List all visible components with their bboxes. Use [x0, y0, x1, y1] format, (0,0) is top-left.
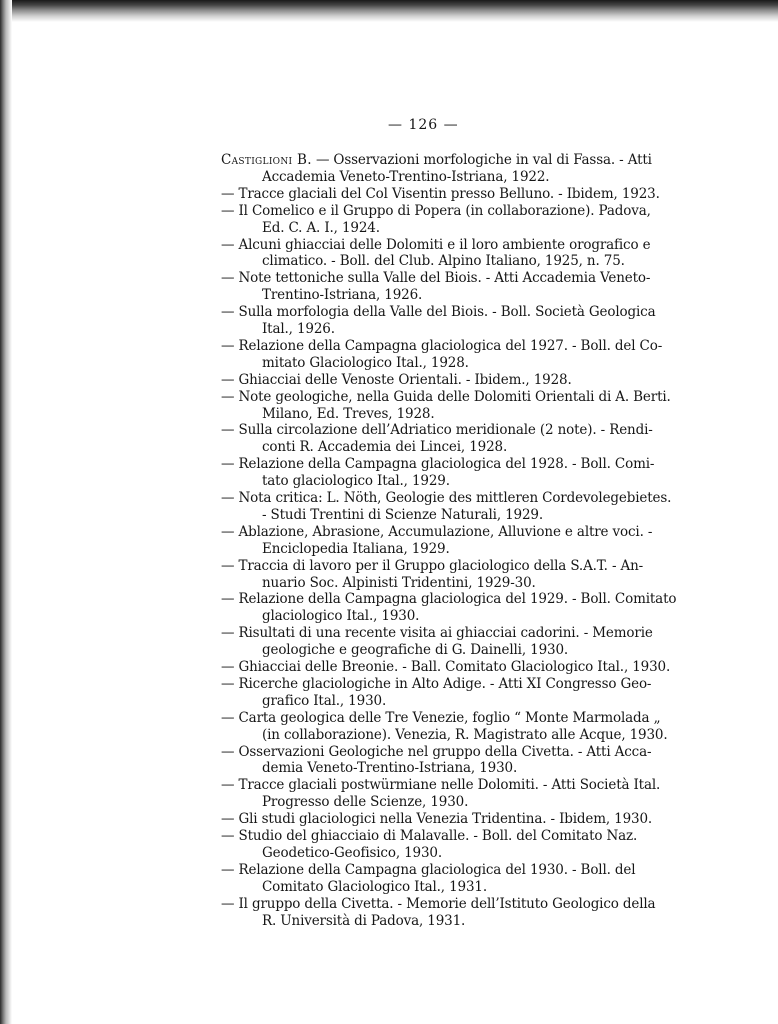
reference-entry-line: — Ghiacciai delle Breonie. - Ball. Comitato Glaciologico Ital., 1930.: [221, 659, 671, 675]
reference-continuation-line: Geodetico-Geofisico, 1930.: [262, 844, 443, 861]
reference-continuation-line: Ed. C. A. I., 1924.: [262, 219, 380, 236]
reference-entry-line: — Il gruppo della Civetta. - Memorie dell’Istituto Geologico della: [221, 895, 656, 912]
page-number: — 126 —: [388, 117, 459, 133]
reference-entry-line: — Relazione della Campagna glaciologica del 1928. - Boll. Comi-: [221, 456, 655, 473]
reference-continuation-line: Accademia Veneto-Trentino-Istriana, 1922.: [262, 168, 550, 185]
reference-entry-line: — Ghiacciai delle Venoste Orientali. - Ibidem., 1928.: [221, 371, 572, 388]
reference-continuation-line: (in collaborazione). Venezia, R. Magistrato alle Acque, 1930.: [262, 726, 668, 743]
reference-entry-line: — Ablazione, Abrasione, Accumulazione, Alluvione e altre voci. -: [221, 523, 653, 540]
reference-continuation-line: Milano, Ed. Treves, 1928.: [262, 405, 435, 422]
reference-entry-line: — Tracce glaciali postwürmiane nelle Dolomiti. - Atti Società Ital.: [221, 777, 661, 794]
reference-entry-line: — Il Comelico e il Gruppo di Popera (in collaborazione). Padova,: [221, 202, 651, 219]
reference-entry-line: — Osservazioni Geologiche nel gruppo della Civetta. - Atti Acca-: [221, 743, 652, 760]
reference-continuation-line: Enciclopedia Italiana, 1929.: [262, 540, 450, 557]
reference-continuation-line: Comitato Glaciologico Ital., 1931.: [262, 878, 487, 895]
scan-top-edge: [0, 0, 778, 22]
reference-entry-line: — Note tettoniche sulla Valle del Biois. - Atti Accademia Veneto-: [221, 270, 651, 287]
reference-entry-line: — Ricerche glaciologiche in Alto Adige. - Atti XI Congresso Geo-: [221, 675, 652, 692]
reference-continuation-line: Trentino-Istriana, 1926.: [262, 287, 423, 304]
reference-entry-line: — Studio del ghiacciaio di Malavalle. - Boll. del Comitato Naz.: [221, 828, 638, 844]
reference-continuation-line: - Studi Trentini di Scienze Naturali, 1929.: [262, 506, 544, 523]
reference-continuation-line: Progresso delle Scienze, 1930.: [262, 794, 469, 811]
reference-entry-line: — Relazione della Campagna glaciologica del 1929. - Boll. Comitato: [221, 591, 677, 608]
reference-continuation-line: grafico Ital., 1930.: [262, 692, 387, 709]
reference-text: — Osservazioni morfologiche in val di Fassa. - Atti: [311, 152, 652, 168]
reference-entry-line: — Traccia di lavoro per il Gruppo glaciologico della S.A.T. - An-: [221, 557, 644, 574]
reference-entry-line: — Nota critica: L. Nöth, Geologie des mittleren Cordevolegebietes.: [221, 490, 672, 506]
reference-entry-line: — Sulla circolazione dell’Adriatico meridionale (2 note). - Rendi-: [221, 422, 653, 439]
reference-entry-line: — Carta geologica delle Tre Venezie, foglio “ Monte Marmolada „: [221, 709, 661, 726]
reference-continuation-line: R. Università di Padova, 1931.: [262, 912, 466, 929]
reference-continuation-line: climatico. - Boll. del Club. Alpino Italiano, 1925, n. 75.: [262, 253, 625, 270]
scan-left-edge: [0, 0, 12, 1024]
reference-entry-line: — Tracce glaciali del Col Visentin presso Belluno. - Ibidem, 1923.: [221, 185, 660, 202]
reference-continuation-line: glaciologico Ital., 1930.: [262, 608, 420, 625]
reference-entry-line: — Risultati di una recente visita ai ghiacciai cadorini. - Memorie: [221, 625, 653, 642]
reference-entry-line: — Relazione della Campagna glaciologica del 1930. - Boll. del: [221, 861, 636, 878]
reference-entry-line: — Alcuni ghiacciai delle Dolomiti e il loro ambiente orografico e: [221, 236, 651, 253]
reference-entry-line: — Relazione della Campagna glaciologica del 1927. - Boll. del Co-: [221, 337, 663, 354]
reference-continuation-line: nuario Soc. Alpinisti Tridentini, 1929-30.: [262, 574, 536, 591]
reference-entry-line: — Sulla morfologia della Valle del Biois. - Boll. Società Geologica: [221, 304, 656, 321]
reference-continuation-line: conti R. Accademia dei Lincei, 1928.: [262, 439, 508, 456]
reference-continuation-line: Ital., 1926.: [262, 321, 335, 337]
reference-entry-line: [221, 152, 652, 168]
reference-continuation-line: tato glaciologico Ital., 1929.: [262, 473, 450, 490]
reference-entry-line: — Note geologiche, nella Guida delle Dolomiti Orientali di A. Berti.: [221, 388, 671, 405]
reference-continuation-line: demia Veneto-Trentino-Istriana, 1930.: [262, 760, 518, 777]
reference-continuation-line: geologiche e geografiche di G. Dainelli, 1930.: [262, 642, 569, 659]
reference-continuation-line: mitato Glaciologico Ital., 1928.: [262, 354, 469, 371]
reference-author: Castiglioni B.: [221, 152, 312, 168]
reference-entry-line: — Gli studi glaciologici nella Venezia Tridentina. - Ibidem, 1930.: [221, 811, 653, 828]
